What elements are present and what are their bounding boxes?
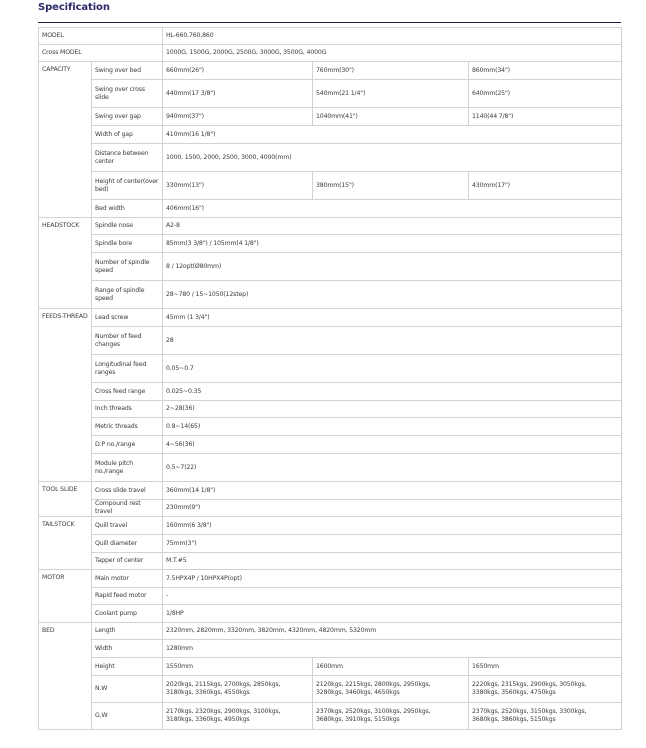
table-row <box>39 535 622 553</box>
spec-value: 440mm(17 3/8") <box>163 80 313 108</box>
spec-label: Metric threads <box>92 418 163 436</box>
spec-label: Distance between center <box>92 144 163 172</box>
table-row <box>39 658 622 676</box>
spec-value: 760mm(30") <box>313 62 469 80</box>
spec-value: M.T.#5 <box>163 553 622 570</box>
spec-label: Number of feed changes <box>92 327 163 355</box>
value-line: 3280kgs, 3460kgs, 4650kgs <box>316 689 400 696</box>
table-row <box>39 500 622 517</box>
spec-value: 0.5~7(22) <box>163 454 622 482</box>
spec-value: 430mm(17") <box>469 172 622 200</box>
spec-label: Width <box>92 640 163 658</box>
spec-value <box>313 676 469 703</box>
table-row <box>39 623 622 640</box>
spec-value: 8 / 12opt(Ø80mm) <box>163 253 622 281</box>
headstock-category: HEADSTOCK <box>39 218 92 309</box>
spec-label: D.P no./range <box>92 436 163 454</box>
value-line: 3180kgs, 3360kgs, 4550kgs <box>166 689 250 696</box>
spec-value: 406mm(16") <box>163 200 622 218</box>
table-row <box>39 108 622 126</box>
capacity-category: CAPACITY <box>39 62 92 218</box>
title-divider <box>38 22 621 23</box>
spec-value: 640mm(25") <box>469 80 622 108</box>
spec-label: Swing over bed <box>92 62 163 80</box>
bed-category: BED <box>39 623 92 730</box>
value-line: 2170kgs, 2320kgs, 2900kgs, 3100kgs, <box>166 708 281 715</box>
table-row <box>39 588 622 605</box>
table-row <box>39 28 622 45</box>
spec-label: Main motor <box>92 570 163 588</box>
spec-value: 660mm(26") <box>163 62 313 80</box>
spec-value: 7.5HPX4P / 10HPX4P(opt) <box>163 570 622 588</box>
spec-value: 540mm(21 1/4") <box>313 80 469 108</box>
model-label: MODEL <box>39 28 163 45</box>
spec-label: Compound rest travel <box>92 500 163 517</box>
spec-label: Bed width <box>92 200 163 218</box>
table-row <box>39 126 622 144</box>
spec-value: 410mm(16 1/8") <box>163 126 622 144</box>
spec-value: 75mm(3") <box>163 535 622 553</box>
spec-value <box>469 703 622 730</box>
table-row <box>39 436 622 454</box>
spec-value: 1140(44 7/8") <box>469 108 622 126</box>
table-row <box>39 253 622 281</box>
spec-label: Tapper of center <box>92 553 163 570</box>
spec-value: - <box>163 588 622 605</box>
spec-label: Swing over cross slide <box>92 80 163 108</box>
table-row <box>39 640 622 658</box>
spec-label: Quill diameter <box>92 535 163 553</box>
table-row <box>39 418 622 436</box>
value-line: 3180kgs, 3360kgs, 4950kgs <box>166 716 250 723</box>
spec-label: N.W <box>92 676 163 703</box>
cross-model-value: 1000G, 1500G, 2000G, 2500G, 3000G, 3500G, 4000G <box>163 45 622 62</box>
spec-value: 1550mm <box>163 658 313 676</box>
table-row <box>39 401 622 418</box>
spec-value <box>163 703 313 730</box>
table-row <box>39 62 622 80</box>
table-row <box>39 144 622 172</box>
spec-label: Number of spindle speed <box>92 253 163 281</box>
value-line: 2220kgs, 2315kgs, 2900kgs, 3050kgs, <box>472 681 587 688</box>
value-line: 2120kgs, 2215kgs, 2800kgs, 2950kgs, <box>316 681 431 688</box>
table-row <box>39 703 622 730</box>
spec-label: Cross slide travel <box>92 482 163 500</box>
table-row <box>39 454 622 482</box>
spec-value: 380mm(15") <box>313 172 469 200</box>
value-line: 3680kgs, 3910kgs, 5150kgs <box>316 716 400 723</box>
spec-value: 330mm(13") <box>163 172 313 200</box>
spec-label: Quill travel <box>92 517 163 535</box>
table-row <box>39 281 622 309</box>
spec-label: Cross feed range <box>92 383 163 401</box>
table-row <box>39 172 622 200</box>
spec-value: 940mm(37") <box>163 108 313 126</box>
spec-value: 160mm(6 3/8") <box>163 517 622 535</box>
spec-label: Coolant pump <box>92 605 163 623</box>
spec-value: 1280mm <box>163 640 622 658</box>
spec-value: 0.8~14(65) <box>163 418 622 436</box>
spec-label: Range of spindle speed <box>92 281 163 309</box>
spec-value: A2-8 <box>163 218 622 235</box>
table-row <box>39 309 622 327</box>
table-row <box>39 218 622 235</box>
spec-value: 0.05~0.7 <box>163 355 622 383</box>
spec-label: Spindle bore <box>92 235 163 253</box>
table-row <box>39 80 622 108</box>
value-line: 2020kgs, 2115kgs, 2700kgs, 2850kgs, <box>166 681 281 688</box>
spec-label: Height of center(over bed) <box>92 172 163 200</box>
spec-label: Width of gap <box>92 126 163 144</box>
spec-value: 1600mm <box>313 658 469 676</box>
feeds-thread-category: FEEDS-THREAD <box>39 309 92 482</box>
table-row <box>39 482 622 500</box>
spec-label: Rapid feed motor <box>92 588 163 605</box>
table-row <box>39 355 622 383</box>
spec-value <box>469 676 622 703</box>
spec-label: Lead screw <box>92 309 163 327</box>
spec-value <box>163 676 313 703</box>
spec-value <box>313 703 469 730</box>
spec-value: 28~780 / 15~1050(12step) <box>163 281 622 309</box>
spec-value: 860mm(34") <box>469 62 622 80</box>
spec-label: Height <box>92 658 163 676</box>
spec-value: 230mm(9") <box>163 500 622 517</box>
specification-table <box>38 27 622 730</box>
spec-value: 2320mm, 2820mm, 3320mm, 3820mm, 4320mm, 4820mm, 5320mm <box>163 623 622 640</box>
table-row <box>39 45 622 62</box>
spec-value: 1650mm <box>469 658 622 676</box>
table-row <box>39 327 622 355</box>
spec-value: 4~56(36) <box>163 436 622 454</box>
table-row <box>39 383 622 401</box>
spec-label: G.W <box>92 703 163 730</box>
spec-value: 2~28(36) <box>163 401 622 418</box>
table-row <box>39 235 622 253</box>
spec-label: Length <box>92 623 163 640</box>
spec-value: 1/8HP <box>163 605 622 623</box>
motor-category: MOTOR <box>39 570 92 623</box>
page-title: Specification <box>38 2 110 13</box>
value-line: 3680kgs, 3860kgs, 5150kgs <box>472 716 556 723</box>
value-line: 2370kgs, 2520kgs, 3100kgs, 2950kgs, <box>316 708 431 715</box>
cross-model-label: Cross MODEL <box>39 45 163 62</box>
spec-value: 85mm(3 3/8") / 105mm(4 1/8") <box>163 235 622 253</box>
table-row <box>39 517 622 535</box>
spec-label: Swing over gap <box>92 108 163 126</box>
spec-value: 1040mm(41") <box>313 108 469 126</box>
spec-label: Spindle nose <box>92 218 163 235</box>
table-row <box>39 570 622 588</box>
spec-value: 28 <box>163 327 622 355</box>
spec-value: 1000, 1500, 2000, 2500, 3000, 4000(mm) <box>163 144 622 172</box>
spec-label: Module pitch no./range <box>92 454 163 482</box>
spec-value: 45mm (1 3/4") <box>163 309 622 327</box>
spec-value: 360mm(14 1/8") <box>163 482 622 500</box>
model-value: HL-660,760,860 <box>163 28 622 45</box>
tailstock-category: TAILSTOCK <box>39 517 92 570</box>
spec-value: 0.025~0.35 <box>163 383 622 401</box>
tool-slide-category: TOOL SLIDE <box>39 482 92 517</box>
table-row <box>39 676 622 703</box>
table-row <box>39 553 622 570</box>
table-row <box>39 200 622 218</box>
value-line: 3380kgs, 3560kgs, 4750kgs <box>472 689 556 696</box>
table-row <box>39 605 622 623</box>
value-line: 2370kgs, 2520kgs, 3150kgs, 3300kgs, <box>472 708 587 715</box>
spec-label: Inch threads <box>92 401 163 418</box>
spec-label: Longitudinal feed ranges <box>92 355 163 383</box>
